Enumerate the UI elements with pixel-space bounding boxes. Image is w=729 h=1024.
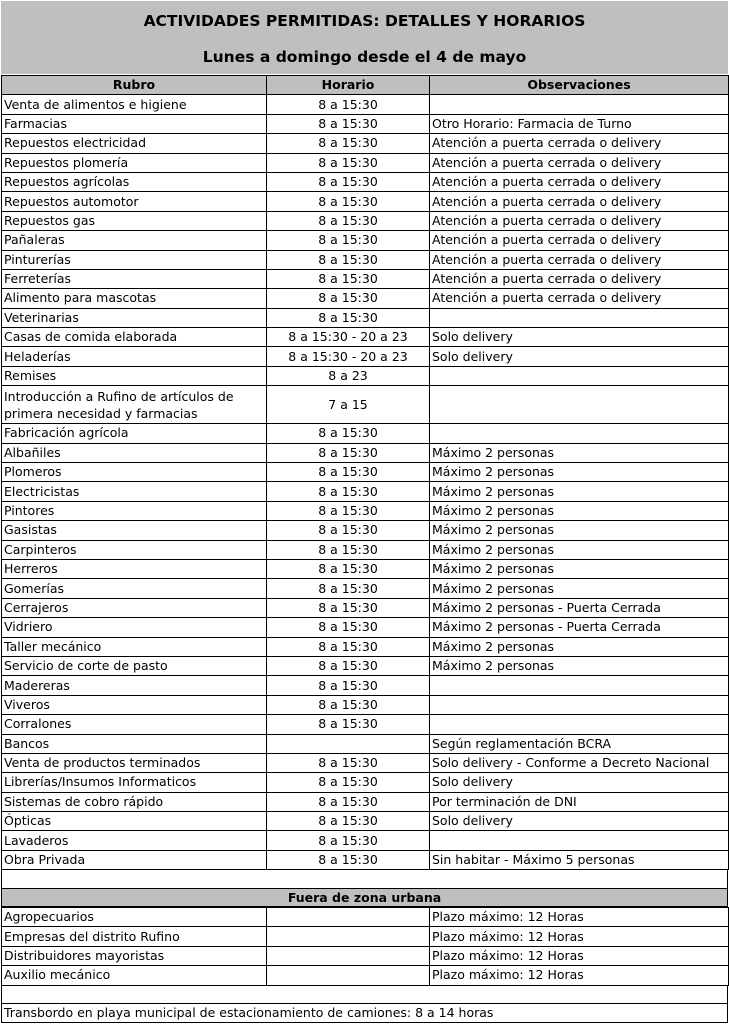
cell-rubro: Alimento para mascotas <box>2 289 267 308</box>
cell-horario: 8 a 15:30 <box>267 463 430 482</box>
table-row <box>2 386 729 424</box>
cell-horario: 8 a 15:30 <box>267 308 430 327</box>
cell-observaciones: Solo delivery <box>430 812 729 831</box>
cell-observaciones: Atención a puerta cerrada o delivery <box>430 172 729 191</box>
cell-horario <box>267 908 430 927</box>
table-row <box>2 927 729 946</box>
table-row <box>2 424 729 443</box>
table-row <box>2 966 729 985</box>
table-row <box>2 269 729 288</box>
cell-horario: 8 a 15:30 <box>267 192 430 211</box>
cell-rubro: Bancos <box>2 734 267 753</box>
cell-rubro: Heladerías <box>2 347 267 366</box>
cell-rubro: Repuestos automotor <box>2 192 267 211</box>
cell-horario: 8 a 15:30 - 20 a 23 <box>267 328 430 347</box>
table-row <box>2 618 729 637</box>
cell-rubro: Auxilio mecánico <box>2 966 267 985</box>
cell-rubro: Agropecuarios <box>2 908 267 927</box>
cell-observaciones: Máximo 2 personas <box>430 579 729 598</box>
cell-horario: 8 a 15:30 <box>267 637 430 656</box>
cell-horario: 8 a 15:30 <box>267 618 430 637</box>
cell-horario: 8 a 15:30 <box>267 579 430 598</box>
cell-rubro: Vidriero <box>2 618 267 637</box>
table-row <box>2 908 729 927</box>
cell-rubro: Servicio de corte de pasto <box>2 656 267 675</box>
cell-rubro: Casas de comida elaborada <box>2 328 267 347</box>
cell-observaciones: Por terminación de DNI <box>430 792 729 811</box>
cell-rubro: Repuestos electricidad <box>2 134 267 153</box>
cell-observaciones <box>430 308 729 327</box>
table-row <box>2 812 729 831</box>
cell-horario: 8 a 15:30 <box>267 540 430 559</box>
table-row <box>2 715 729 734</box>
cell-rubro: Madereras <box>2 676 267 695</box>
table-row <box>2 114 729 133</box>
cell-horario: 7 a 15 <box>267 386 430 424</box>
cell-rubro: Pintores <box>2 501 267 520</box>
table-row <box>2 559 729 578</box>
cell-observaciones: Atención a puerta cerrada o delivery <box>430 250 729 269</box>
column-header-observaciones: Observaciones <box>430 76 729 95</box>
page-subtitle: Lunes a domingo desde el 4 de mayo <box>1 37 728 74</box>
cell-rubro: Ferreterías <box>2 269 267 288</box>
table-row <box>2 347 729 366</box>
activities-table <box>1 75 729 870</box>
table-row <box>2 328 729 347</box>
cell-horario: 8 a 15:30 <box>267 792 430 811</box>
cell-horario <box>267 927 430 946</box>
cell-horario: 8 a 15:30 <box>267 850 430 869</box>
cell-observaciones: Atención a puerta cerrada o delivery <box>430 269 729 288</box>
cell-horario: 8 a 15:30 <box>267 424 430 443</box>
cell-observaciones: Plazo máximo: 12 Horas <box>430 908 729 927</box>
cell-observaciones: Sin habitar - Máximo 5 personas <box>430 850 729 869</box>
table-row <box>2 792 729 811</box>
cell-rubro: Repuestos gas <box>2 211 267 230</box>
cell-observaciones <box>430 715 729 734</box>
cell-horario: 8 a 23 <box>267 366 430 385</box>
table-header-row <box>2 76 729 95</box>
cell-rubro: Repuestos plomería <box>2 153 267 172</box>
cell-horario <box>267 734 430 753</box>
cell-rubro: Cerrajeros <box>2 598 267 617</box>
cell-rubro: Electricistas <box>2 482 267 501</box>
table-row <box>2 521 729 540</box>
table-row <box>2 637 729 656</box>
table-row <box>2 134 729 153</box>
cell-observaciones <box>430 366 729 385</box>
table-row <box>2 656 729 675</box>
cell-observaciones <box>430 695 729 714</box>
table-row <box>2 753 729 772</box>
cell-rubro: Gomerías <box>2 579 267 598</box>
cell-rubro: Albañiles <box>2 443 267 462</box>
cell-observaciones <box>430 676 729 695</box>
table-row <box>2 172 729 191</box>
cell-horario: 8 a 15:30 <box>267 715 430 734</box>
cell-rubro: Lavaderos <box>2 831 267 850</box>
table-row <box>2 540 729 559</box>
cell-observaciones: Plazo máximo: 12 Horas <box>430 927 729 946</box>
table-row <box>2 676 729 695</box>
table-row <box>2 153 729 172</box>
table-row <box>2 598 729 617</box>
table-row <box>2 831 729 850</box>
section-header: Fuera de zona urbana <box>1 888 728 907</box>
cell-rubro: Venta de productos terminados <box>2 753 267 772</box>
table-row <box>2 95 729 114</box>
cell-observaciones: Solo delivery - Conforme a Decreto Nacional <box>430 753 729 772</box>
page-title: ACTIVIDADES PERMITIDAS: DETALLES Y HORARIOS <box>1 1 728 37</box>
cell-observaciones: Máximo 2 personas - Puerta Cerrada <box>430 598 729 617</box>
cell-horario: 8 a 15:30 <box>267 153 430 172</box>
cell-rubro: Gasistas <box>2 521 267 540</box>
cell-observaciones: Atención a puerta cerrada o delivery <box>430 134 729 153</box>
cell-rubro: Remises <box>2 366 267 385</box>
table-row <box>2 695 729 714</box>
cell-rubro: Taller mecánico <box>2 637 267 656</box>
cell-horario: 8 a 15:30 - 20 a 23 <box>267 347 430 366</box>
cell-rubro: Librerías/Insumos Informaticos <box>2 773 267 792</box>
cell-horario <box>267 946 430 965</box>
table-row <box>2 308 729 327</box>
table-row <box>2 773 729 792</box>
cell-observaciones: Atención a puerta cerrada o delivery <box>430 192 729 211</box>
cell-horario: 8 a 15:30 <box>267 501 430 520</box>
cell-observaciones: Atención a puerta cerrada o delivery <box>430 153 729 172</box>
cell-horario <box>267 966 430 985</box>
cell-horario: 8 a 15:30 <box>267 231 430 250</box>
cell-observaciones: Solo delivery <box>430 773 729 792</box>
table-row <box>2 850 729 869</box>
cell-observaciones <box>430 386 729 424</box>
cell-horario: 8 a 15:30 <box>267 695 430 714</box>
cell-rubro: Herreros <box>2 559 267 578</box>
cell-rubro: Fabricación agrícola <box>2 424 267 443</box>
cell-rubro: Carpinteros <box>2 540 267 559</box>
table-row <box>2 289 729 308</box>
cell-horario: 8 a 15:30 <box>267 172 430 191</box>
cell-observaciones: Máximo 2 personas <box>430 637 729 656</box>
cell-horario: 8 a 15:30 <box>267 443 430 462</box>
cell-horario: 8 a 15:30 <box>267 211 430 230</box>
cell-observaciones: Atención a puerta cerrada o delivery <box>430 289 729 308</box>
spacer-row <box>1 985 728 1004</box>
table-row <box>2 501 729 520</box>
table-row <box>2 211 729 230</box>
cell-rubro: Pañaleras <box>2 231 267 250</box>
table-row <box>2 443 729 462</box>
cell-observaciones: Solo delivery <box>430 328 729 347</box>
cell-rubro: Viveros <box>2 695 267 714</box>
cell-observaciones: Máximo 2 personas <box>430 443 729 462</box>
cell-horario: 8 a 15:30 <box>267 95 430 114</box>
cell-horario: 8 a 15:30 <box>267 482 430 501</box>
cell-observaciones: Máximo 2 personas - Puerta Cerrada <box>430 618 729 637</box>
cell-observaciones: Plazo máximo: 12 Horas <box>430 946 729 965</box>
cell-rubro: Farmacias <box>2 114 267 133</box>
table-row <box>2 231 729 250</box>
cell-horario: 8 a 15:30 <box>267 559 430 578</box>
cell-horario: 8 a 15:30 <box>267 831 430 850</box>
table-row <box>2 579 729 598</box>
cell-rubro: Venta de alimentos e higiene <box>2 95 267 114</box>
cell-horario: 8 a 15:30 <box>267 773 430 792</box>
cell-observaciones: Máximo 2 personas <box>430 463 729 482</box>
table-row <box>2 366 729 385</box>
cell-observaciones: Máximo 2 personas <box>430 656 729 675</box>
cell-horario: 8 a 15:30 <box>267 134 430 153</box>
cell-observaciones: Atención a puerta cerrada o delivery <box>430 211 729 230</box>
cell-observaciones <box>430 424 729 443</box>
table-row <box>2 734 729 753</box>
cell-rubro: Veterinarias <box>2 308 267 327</box>
cell-rubro: Sistemas de cobro rápido <box>2 792 267 811</box>
cell-rubro: Pinturerías <box>2 250 267 269</box>
table-row <box>2 250 729 269</box>
cell-rubro: Corralones <box>2 715 267 734</box>
cell-rubro: Ópticas <box>2 812 267 831</box>
cell-observaciones: Máximo 2 personas <box>430 559 729 578</box>
cell-observaciones <box>430 831 729 850</box>
cell-observaciones <box>430 95 729 114</box>
cell-horario: 8 a 15:30 <box>267 656 430 675</box>
cell-horario: 8 a 15:30 <box>267 812 430 831</box>
cell-observaciones: Atención a puerta cerrada o delivery <box>430 231 729 250</box>
cell-rubro: Plomeros <box>2 463 267 482</box>
cell-horario: 8 a 15:30 <box>267 753 430 772</box>
cell-horario: 8 a 15:30 <box>267 250 430 269</box>
cell-observaciones: Según reglamentación BCRA <box>430 734 729 753</box>
cell-observaciones: Máximo 2 personas <box>430 501 729 520</box>
table-row <box>2 192 729 211</box>
column-header-rubro: Rubro <box>2 76 267 95</box>
cell-observaciones: Máximo 2 personas <box>430 540 729 559</box>
cell-horario: 8 a 15:30 <box>267 114 430 133</box>
spacer-row <box>1 869 728 888</box>
cell-horario: 8 a 15:30 <box>267 521 430 540</box>
table-row <box>2 482 729 501</box>
rural-activities-table <box>1 907 729 986</box>
cell-rubro: Introducción a Rufino de artículos de primera necesidad y farmacias <box>2 386 267 424</box>
cell-rubro: Empresas del distrito Rufino <box>2 927 267 946</box>
cell-horario: 8 a 15:30 <box>267 676 430 695</box>
cell-horario: 8 a 15:30 <box>267 598 430 617</box>
cell-rubro: Distribuidores mayoristas <box>2 946 267 965</box>
column-header-horario: Horario <box>267 76 430 95</box>
cell-observaciones: Otro Horario: Farmacia de Turno <box>430 114 729 133</box>
footer-note: Transbordo en playa municipal de estacionamiento de camiones: 8 a 14 horas <box>1 1003 728 1023</box>
table-row <box>2 463 729 482</box>
cell-observaciones: Máximo 2 personas <box>430 482 729 501</box>
cell-rubro: Repuestos agrícolas <box>2 172 267 191</box>
cell-observaciones: Plazo máximo: 12 Horas <box>430 966 729 985</box>
cell-horario: 8 a 15:30 <box>267 269 430 288</box>
cell-rubro: Obra Privada <box>2 850 267 869</box>
cell-observaciones: Solo delivery <box>430 347 729 366</box>
cell-horario: 8 a 15:30 <box>267 289 430 308</box>
cell-observaciones: Máximo 2 personas <box>430 521 729 540</box>
table-row <box>2 946 729 965</box>
